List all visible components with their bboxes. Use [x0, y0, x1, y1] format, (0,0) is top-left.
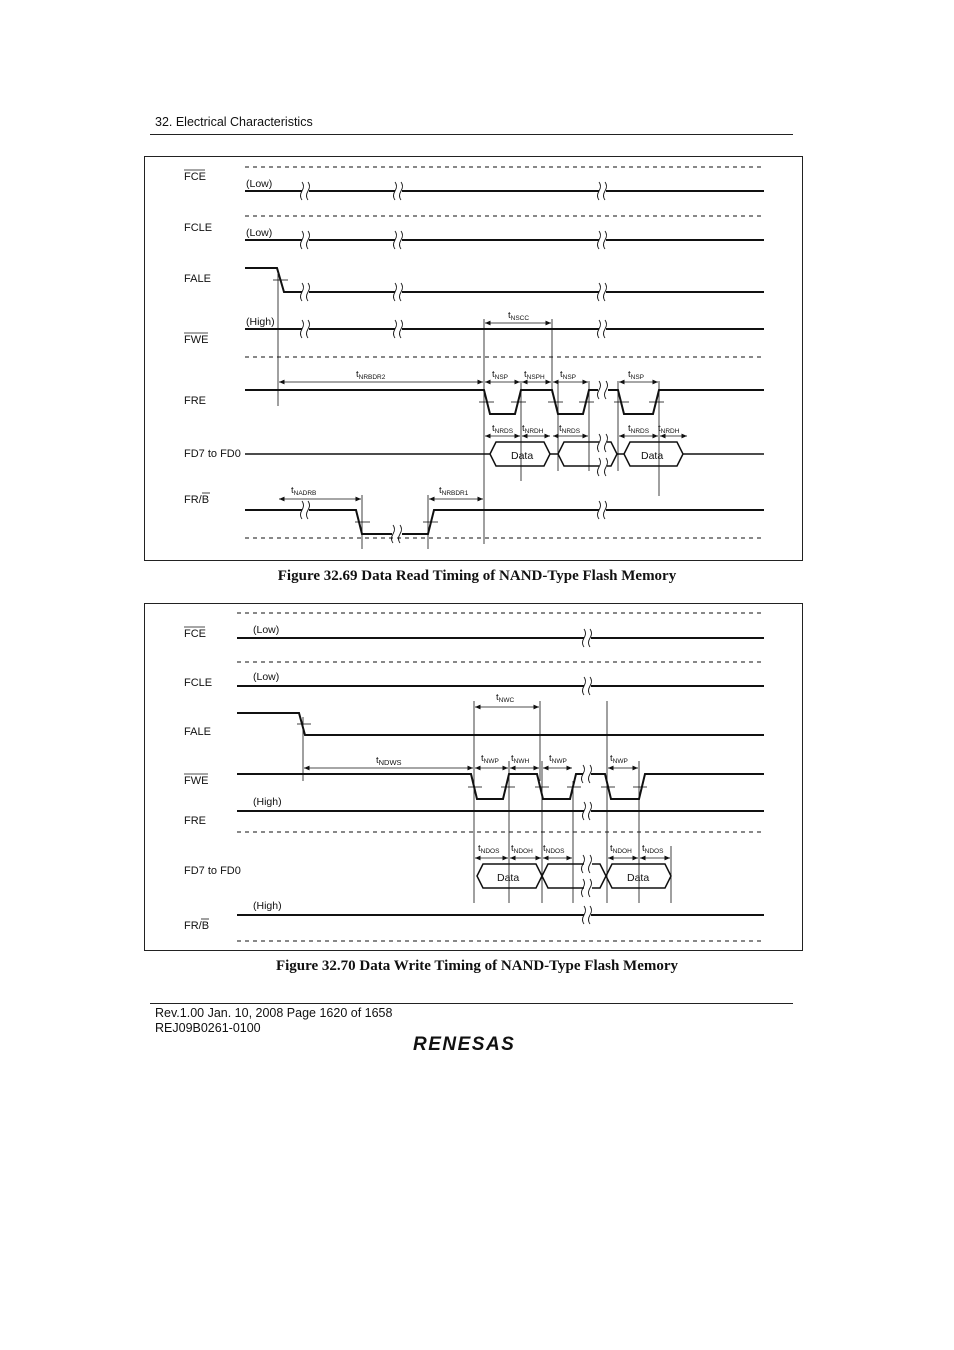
fale-waveform-2 [237, 713, 764, 735]
t-ndos-3: $t_{NDOS}$ [642, 843, 664, 855]
t-nrds-1: $t_{NRDS}$ [492, 423, 514, 435]
signal-fwe: FWE [184, 334, 209, 346]
t-nwp-3: $t_{NWP}$ [610, 753, 628, 765]
level-fwe: (High) [246, 316, 275, 328]
level-fcle-2: (Low) [253, 671, 280, 683]
figure-caption-write: Figure 32.70 Data Write Timing of NAND-Type Flash Memory [275, 958, 679, 974]
level-fre-2: (High) [253, 796, 282, 808]
row-separators-2 [237, 613, 764, 941]
timing-guides-2 [303, 701, 671, 903]
footer-rule [150, 1003, 793, 1004]
t-nwh: $t_{NWH}$ [511, 753, 530, 765]
t-nwp-1: $t_{NWP}$ [481, 753, 499, 765]
data-label-2: Data [641, 450, 664, 462]
t-nsp-1: $t_{NSP}$ [492, 369, 509, 381]
write-timing-svg [145, 604, 802, 950]
t-nrbdr2: $t_{NRBDR2}$ [356, 369, 386, 381]
fwe-waveform-2 [237, 774, 583, 799]
t-nscc: $t_{NSCC}$ [508, 310, 530, 322]
fale-waveform [245, 268, 764, 292]
break-marks [301, 182, 608, 543]
signal-fre: FRE [184, 395, 206, 407]
svg-text:RENESAS: RENESAS [413, 1034, 516, 1055]
level-fcle: (Low) [246, 227, 273, 239]
section-header: 32. Electrical Characteristics [155, 115, 313, 129]
t-ndws: $t_{NDWS}$ [376, 755, 402, 767]
signal-fale: FALE [184, 273, 211, 285]
dimension-arrows-2 [304, 707, 670, 858]
t-nsph: $t_{NSPH}$ [524, 369, 545, 381]
signal-fcle: FCLE [184, 222, 213, 234]
t-nwp-2: $t_{NWP}$ [549, 753, 567, 765]
level-fce-2: (Low) [253, 624, 280, 636]
t-nsp-2: $t_{NSP}$ [560, 369, 577, 381]
level-frb-2: (High) [253, 900, 282, 912]
t-nrds-2: $t_{NRDS}$ [559, 423, 581, 435]
signal-fwe-2: FWE [184, 775, 209, 787]
t-nrdh-1: $t_{NRDH}$ [522, 423, 544, 435]
dimension-arrows [279, 323, 687, 499]
t-nrdh-2: $t_{NRDH}$ [658, 423, 680, 435]
signal-fcle-2: FCLE [184, 677, 213, 689]
signal-fce-2: FCE [184, 628, 206, 640]
fre-waveform [245, 390, 598, 414]
header-rule [150, 134, 793, 135]
break-marks-2 [582, 629, 592, 924]
signal-fale-2: FALE [184, 726, 211, 738]
t-ndos-1: $t_{NDOS}$ [478, 843, 500, 855]
data-label-1: Data [511, 450, 534, 462]
row-separators [245, 167, 764, 538]
signal-fd-2: FD7 to FD0 [184, 865, 241, 877]
renesas-logo [413, 1033, 535, 1060]
read-timing-svg [145, 157, 802, 560]
figure-caption-read: Figure 32.69 Data Read Timing of NAND-Type Flash Memory [277, 568, 677, 584]
data-label-4: Data [627, 872, 650, 884]
signal-frb: FR/B [184, 494, 210, 506]
data-label-3: Data [497, 872, 520, 884]
signal-frb-2: FR/B [184, 920, 210, 932]
t-ndoh-2: $t_{NDOH}$ [610, 843, 632, 855]
t-nrds-3: $t_{NRDS}$ [628, 423, 650, 435]
signal-fd: FD7 to FD0 [184, 448, 241, 460]
footer-doc-number: REJ09B0261-0100 [155, 1021, 261, 1035]
signal-fre-2: FRE [184, 815, 206, 827]
t-nsp-3: $t_{NSP}$ [628, 369, 645, 381]
t-ndos-2: $t_{NDOS}$ [543, 843, 565, 855]
write-timing-diagram [144, 603, 803, 951]
level-fce: (Low) [246, 178, 273, 190]
t-nwc: $t_{NWC}$ [496, 692, 515, 704]
footer-revision: Rev.1.00 Jan. 10, 2008 Page 1620 of 1658 [155, 1006, 393, 1020]
t-ndoh-1: $t_{NDOH}$ [511, 843, 533, 855]
signal-fce: FCE [184, 171, 206, 183]
read-timing-diagram [144, 156, 803, 561]
t-nadrb: $t_{NADRB}$ [291, 485, 317, 497]
t-nrbdr1: $t_{NRBDR1}$ [439, 485, 469, 497]
